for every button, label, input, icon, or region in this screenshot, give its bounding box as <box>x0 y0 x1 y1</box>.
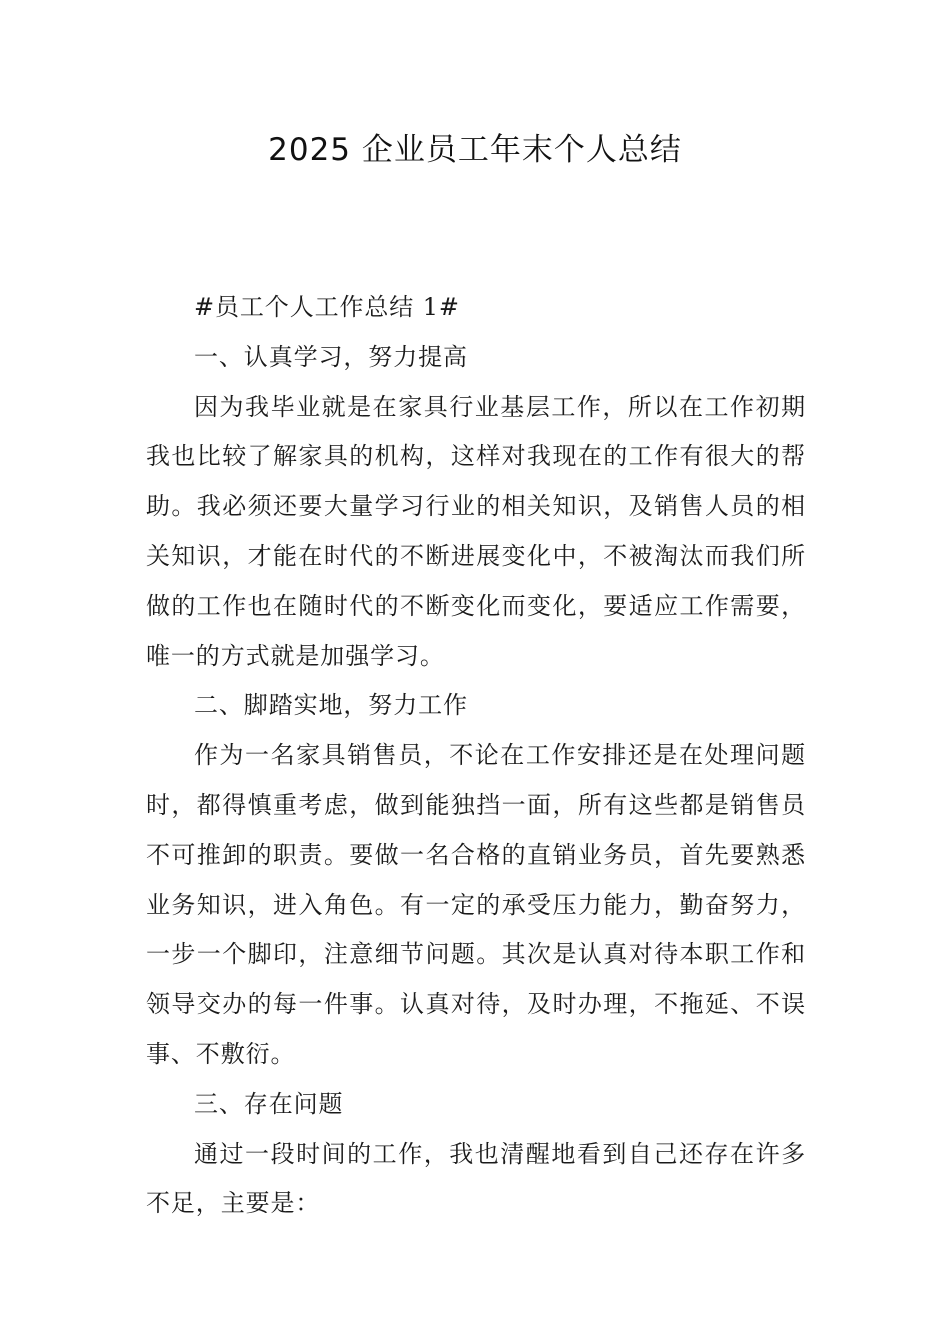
section-heading-1: 一、认真学习，努力提高 <box>194 342 468 371</box>
section-3-paragraph: 通过一段时间的工作，我也清醒地看到自己还存在许多不足，主要是： <box>146 1139 806 1218</box>
section-heading-2: 二、脚踏实地，努力工作 <box>194 691 468 720</box>
section-2-paragraph: 作为一名家具销售员，不论在工作安排还是在处理问题时，都得慎重考虑，做到能独挡一面，所有这些都是销售员不可推卸的职责。要做一名合格的直销业务员，首先要熟悉业务知识，进入角色。有一定的承受压力能力，勤奋努力，一步一个脚印，注意细节问题。其次是认真对待本职工作和领导交办的每一件事。认真对待，及时办理，不拖延、不误事、不敷衍。 <box>146 741 806 1068</box>
section-marker: #员工个人工作总结 1# <box>194 293 460 321</box>
document-body <box>146 283 806 1229</box>
section-heading-3: 三、存在问题 <box>194 1089 344 1118</box>
document-title: 2025 企业员工年末个人总结 <box>268 132 682 168</box>
section-1-paragraph: 因为我毕业就是在家具行业基层工作，所以在工作初期我也比较了解家具的机构，这样对我现在的工作有很大的帮助。我必须还要大量学习行业的相关知识，及销售人员的相关知识，才能在时代的不断进展变化中，不被淘汰而我们所做的工作也在随时代的不断变化而变化，要适应工作需要，唯一的方式就是加强学习。 <box>146 392 806 670</box>
